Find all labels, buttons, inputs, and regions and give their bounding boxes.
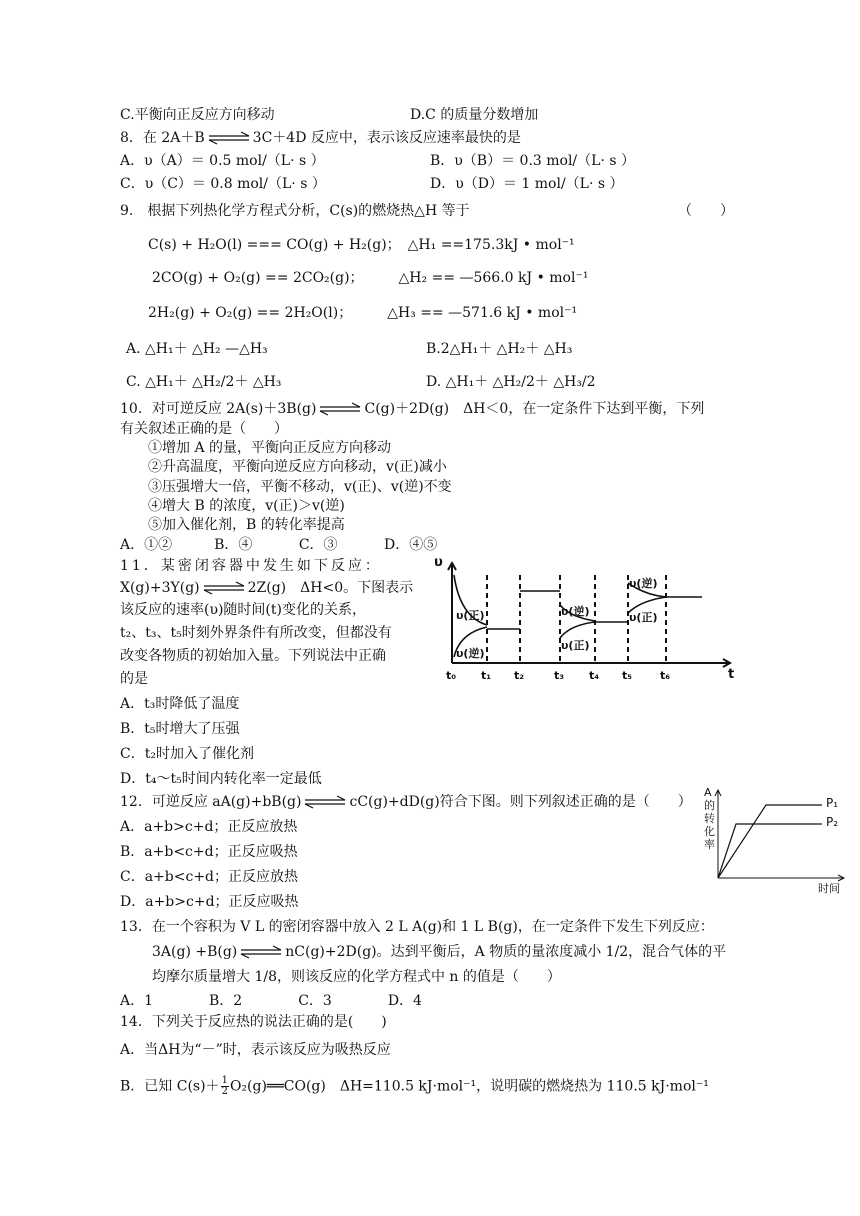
y-axis-label [704,786,715,851]
q13-eq-part2: nC(g)+2D(g)。达到平衡后，A 物质的量浓度减小 1/2，混合气体的平 [285,944,727,960]
q7-option-d: D.C 的质量分数增加 [410,107,539,123]
tick-t4: t₄ [589,669,600,682]
p1-label: P₁ [826,796,839,810]
q9-equation-1: C(s) + H₂O(l) === CO(g) + H₂(g)； △H₁ ==175.3kJ • mol⁻¹ [148,237,575,253]
equilibrium-arrow-icon [239,945,283,959]
q12-option-d: D．a+b>c+d；正反应吸热 [120,894,299,910]
x-axis-label: t [728,667,735,682]
q9-option-b: B.2△H₁＋ △H₂＋ △H₃ [426,341,573,357]
q8-stem-part1: 8．在 2A＋B [120,130,205,146]
equilibrium-arrow-icon [207,131,251,145]
tick-t1: t₁ [481,669,492,682]
q13-eq-part1: 3A(g) +B(g) [152,944,238,960]
q9-equation-3: 2H₂(g) + O₂(g) == 2H₂O(l)； △H₃ == —571.6 kJ • mol⁻¹ [148,305,578,321]
p2-label: P₂ [826,815,839,829]
q12-stem-part1: 12．可逆反应 aA(g)+bB(g) [120,794,302,810]
q10-statement-1: ①增加 A 的量，平衡向正反应方向移动 [148,440,392,456]
q10-options: A．①② B．④ C．③ D．④⑤ [120,537,438,553]
q11-option-d: D．t₄～t₅时间内转化率一定最低 [120,771,322,787]
q10-stem [120,400,704,418]
q9-stem: 9. 根据下列热化学方程式分析，C(s)的燃烧热△H 等于 [120,203,470,219]
y-label-char: A [704,786,712,799]
q11-eq-part1: X(g)+3Y(g) [120,580,200,596]
q8-option-d: D．υ（D）＝ 1 mol/（L· s ） [430,176,624,192]
q12-option-c: C．a+b<c+d；正反应放热 [120,869,299,885]
fraction-numerator: 1 [221,1075,228,1086]
rate-time-figure [430,555,740,685]
y-label-char: 转 [704,812,715,825]
q11-eq-part2: 2Z(g) ΔH<0。下图表示 [247,580,414,596]
q11-line-3: 该反应的速率(υ)随时间(t)变化的关系， [120,602,366,618]
q11-stem: 11．某密闭容器中发生如下反应： [120,558,382,574]
v-reverse-label-1: υ(逆) [456,647,485,660]
q11-option-a: A．t₃时降低了温度 [120,696,240,712]
q12-stem-part2: cC(g)+dD(g)符合下图。则下列叙述正确的是（ ） [349,794,692,810]
tick-t5: t₅ [622,669,633,682]
q10-stem-part1: 10．对可逆反应 2A(s)＋3B(g) [120,401,317,417]
q14-b-part1: B．已知 C(s)＋ [120,1078,220,1095]
q12-stem [120,793,692,811]
q12-option-a: A．a+b>c+d；正反应放热 [120,819,298,835]
q10-stem-cont: 有关叙述正确的是（ ） [120,421,288,437]
y-label-char: 的 [704,799,715,812]
fraction-one-half [221,1076,229,1097]
equilibrium-arrow-icon [202,581,246,595]
v-reverse-label-3: υ(逆) [629,577,658,590]
q8-stem-part2: 3C＋4D 反应中，表示该反应速率最快的是 [252,130,521,146]
v-reverse-label-2: υ(逆) [561,605,590,618]
v-forward-label-1: υ(正) [456,609,485,622]
v-forward-label-3: υ(正) [629,611,658,624]
fraction-denominator: 2 [221,1086,228,1097]
q13-options: A．1 B．2 C．3 D．4 [120,993,422,1009]
tick-t0: t₀ [446,669,457,682]
q14-b-part2: O₂(g)══CO(g) ΔH=110.5 kJ·mol⁻¹，说明碳的燃烧热为 110.5 kJ·mol⁻¹ [229,1078,709,1095]
q11-line-6: 的是 [120,671,148,687]
q11-option-b: B．t₅时增大了压强 [120,721,240,737]
tick-t2: t₂ [514,669,525,682]
q9-option-d: D. △H₁＋ △H₂/2＋ △H₃/2 [426,374,596,390]
q10-statement-3: ③压强增大一倍，平衡不移动，v(正)、v(逆)不变 [148,479,452,495]
conversion-time-figure [700,786,850,896]
q7-option-c: C.平衡向正反应方向移动 [120,107,275,123]
q13-line-3: 均摩尔质量增大 1/8，则该反应的化学方程式中 n 的值是（ ） [152,969,561,985]
y-label-char: 化 [704,825,715,838]
q11-line-5: 改变各物质的初始加入量。下列说法中正确 [120,648,386,664]
equilibrium-arrow-icon [318,402,362,416]
y-label-char: 率 [704,838,715,851]
q11-equation [120,579,413,597]
v-forward-label-2: υ(正) [561,639,590,652]
q8-option-c: C．υ（C）＝ 0.8 mol/（L· s ） [120,176,326,192]
q9-equation-2: 2CO(g) + O₂(g) == 2CO₂(g)； △H₂ == —566.0 kJ • mol⁻¹ [152,270,589,286]
q11-line-4: t₂、t₃、t₅时刻外界条件有所改变，但都没有 [120,625,392,641]
q11-option-c: C．t₂时加入了催化剂 [120,746,254,762]
x-axis-label: 时间 [818,882,840,895]
q14-stem: 14．下列关于反应热的说法正确的是( ) [120,1014,387,1030]
equilibrium-arrow-icon [303,795,347,809]
tick-t6: t₆ [660,669,671,682]
q9-answer-paren: （ ） [678,203,734,219]
q14-option-a: A．当ΔH为“－”时，表示该反应为吸热反应 [120,1042,391,1058]
q9-option-c: C. △H₁＋ △H₂/2＋ △H₃ [126,374,282,390]
tick-t3: t₃ [554,669,565,682]
q10-statement-5: ⑤加入催化剂，B 的转化率提高 [148,517,345,533]
q10-statement-2: ②升高温度，平衡向逆反应方向移动，v(正)减小 [148,459,447,475]
q13-equation [152,943,726,961]
q13-stem: 13．在一个容积为 V L 的密闭容器中放入 2 L A(g)和 1 L B(g)，在一定条件下发生下列反应： [120,919,714,935]
q10-stem-part2: C(g)＋2D(g) ΔH＜0，在一定条件下达到平衡，下列 [364,401,705,417]
y-axis-label: υ [434,555,443,570]
q8-option-a: A．υ（A）＝ 0.5 mol/（L· s ） [120,153,325,169]
q9-option-a: A. △H₁＋ △H₂ —△H₃ [126,341,268,357]
q12-option-b: B．a+b<c+d；正反应吸热 [120,844,298,860]
q8-stem [120,129,521,147]
q8-option-b: B．υ（B）＝ 0.3 mol/（L· s ） [430,153,635,169]
q10-statement-4: ④增大 B 的浓度，v(正)＞v(逆) [148,498,345,514]
q14-option-b [120,1076,709,1097]
